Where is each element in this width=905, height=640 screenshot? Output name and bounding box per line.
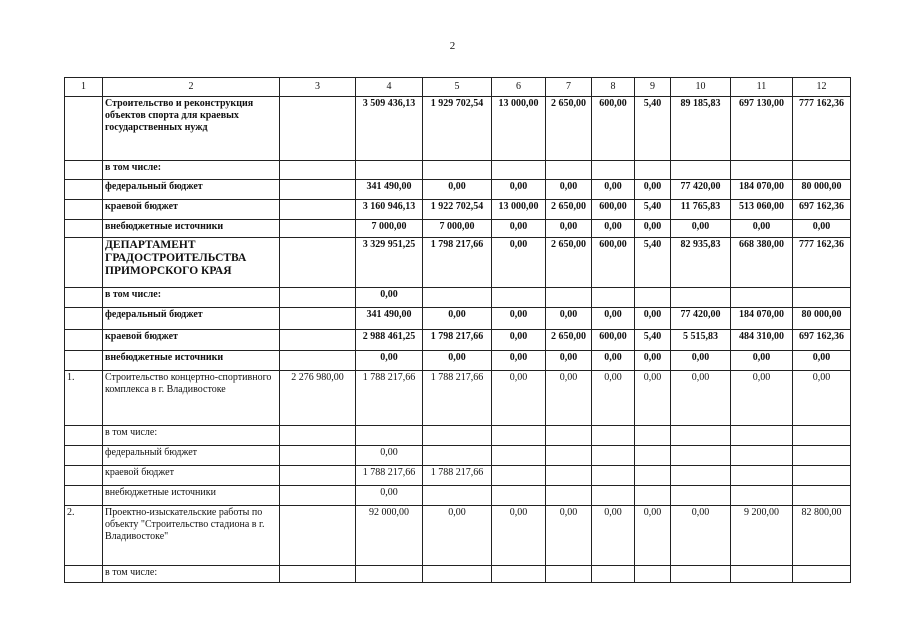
- cell-col-9: 0,00: [635, 180, 671, 200]
- cell-col-11: [731, 161, 793, 180]
- cell-col-5: 1 929 702,54: [423, 97, 492, 161]
- cell-col-11: 513 060,00: [731, 200, 793, 220]
- row-index: [65, 200, 103, 220]
- cell-col-4: 0,00: [356, 446, 423, 466]
- cell-col-11: [731, 486, 793, 506]
- cell-col-9: 0,00: [635, 308, 671, 330]
- cell-col-4: 3 329 951,25: [356, 238, 423, 288]
- row-index: [65, 220, 103, 238]
- cell-col-6: [492, 466, 546, 486]
- column-header-1: 1: [65, 78, 103, 97]
- cell-col-10: 77 420,00: [671, 180, 731, 200]
- cell-col-7: 0,00: [546, 351, 592, 371]
- cell-col-10: 0,00: [671, 506, 731, 566]
- cell-col-10: 0,00: [671, 371, 731, 426]
- cell-col-3: [280, 330, 356, 351]
- cell-col-8: 0,00: [592, 506, 635, 566]
- cell-col-8: [592, 161, 635, 180]
- column-header-6: 6: [492, 78, 546, 97]
- cell-col-6: 13 000,00: [492, 97, 546, 161]
- cell-col-10: 0,00: [671, 351, 731, 371]
- cell-col-4: 3 160 946,13: [356, 200, 423, 220]
- cell-col-12: 777 162,36: [793, 97, 851, 161]
- row-index: [65, 238, 103, 288]
- cell-col-7: [546, 446, 592, 466]
- cell-col-8: [592, 566, 635, 583]
- row-name: ДЕПАРТАМЕНТ ГРАДОСТРОИТЕЛЬСТВА ПРИМОРСКОГО КРАЯ: [103, 238, 280, 288]
- cell-col-3: [280, 351, 356, 371]
- cell-col-6: 0,00: [492, 371, 546, 426]
- cell-col-12: 82 800,00: [793, 506, 851, 566]
- column-header-2: 2: [103, 78, 280, 97]
- cell-col-9: [635, 486, 671, 506]
- row-index: 2.: [65, 506, 103, 566]
- cell-col-7: 0,00: [546, 220, 592, 238]
- cell-col-9: [635, 566, 671, 583]
- cell-col-3: [280, 180, 356, 200]
- cell-col-4: 1 788 217,66: [356, 466, 423, 486]
- table-row: [65, 308, 851, 330]
- cell-col-6: 0,00: [492, 330, 546, 351]
- cell-col-9: [635, 466, 671, 486]
- column-header-8: 8: [592, 78, 635, 97]
- cell-col-12: 0,00: [793, 351, 851, 371]
- cell-col-12: 777 162,36: [793, 238, 851, 288]
- cell-col-3: [280, 308, 356, 330]
- cell-col-9: 5,40: [635, 238, 671, 288]
- cell-col-11: [731, 446, 793, 466]
- column-header-7: 7: [546, 78, 592, 97]
- cell-col-3: [280, 97, 356, 161]
- row-index: [65, 161, 103, 180]
- row-index: [65, 351, 103, 371]
- cell-col-4: 92 000,00: [356, 506, 423, 566]
- budget-table: [64, 77, 851, 583]
- row-name: Проектно-изыскательские работы по объекту "Строительство стадиона в г. Владивостоке": [103, 506, 280, 566]
- cell-col-5: [423, 426, 492, 446]
- table-row: [65, 351, 851, 371]
- cell-col-9: [635, 288, 671, 308]
- table-row: [65, 566, 851, 583]
- cell-col-11: 484 310,00: [731, 330, 793, 351]
- cell-col-8: 600,00: [592, 97, 635, 161]
- cell-col-8: 0,00: [592, 308, 635, 330]
- cell-col-11: [731, 426, 793, 446]
- cell-col-10: 5 515,83: [671, 330, 731, 351]
- cell-col-4: [356, 566, 423, 583]
- cell-col-12: 697 162,36: [793, 330, 851, 351]
- cell-col-8: [592, 288, 635, 308]
- row-index: [65, 466, 103, 486]
- cell-col-11: [731, 288, 793, 308]
- column-header-10: 10: [671, 78, 731, 97]
- cell-col-3: [280, 200, 356, 220]
- cell-col-3: [280, 288, 356, 308]
- cell-col-3: [280, 220, 356, 238]
- cell-col-10: 89 185,83: [671, 97, 731, 161]
- cell-col-10: [671, 161, 731, 180]
- cell-col-11: 184 070,00: [731, 308, 793, 330]
- cell-col-8: [592, 486, 635, 506]
- cell-col-12: 697 162,36: [793, 200, 851, 220]
- row-name: Строительство концертно-спортивного комплекса в г. Владивостоке: [103, 371, 280, 426]
- cell-col-9: 0,00: [635, 506, 671, 566]
- table-row: [65, 426, 851, 446]
- cell-col-6: 0,00: [492, 180, 546, 200]
- cell-col-12: 0,00: [793, 220, 851, 238]
- cell-col-7: [546, 466, 592, 486]
- row-index: [65, 486, 103, 506]
- cell-col-10: [671, 566, 731, 583]
- cell-col-6: 0,00: [492, 220, 546, 238]
- cell-col-4: 341 490,00: [356, 308, 423, 330]
- cell-col-11: 0,00: [731, 220, 793, 238]
- cell-col-6: [492, 288, 546, 308]
- table-body: [65, 97, 851, 583]
- cell-col-12: 80 000,00: [793, 180, 851, 200]
- cell-col-9: 5,40: [635, 200, 671, 220]
- row-name: внебюджетные источники: [103, 220, 280, 238]
- cell-col-10: [671, 466, 731, 486]
- column-header-4: 4: [356, 78, 423, 97]
- cell-col-12: [793, 288, 851, 308]
- cell-col-8: [592, 426, 635, 446]
- row-index: [65, 308, 103, 330]
- cell-col-7: 2 650,00: [546, 238, 592, 288]
- cell-col-9: [635, 426, 671, 446]
- table-row: [65, 371, 851, 426]
- cell-col-12: [793, 161, 851, 180]
- cell-col-10: [671, 446, 731, 466]
- cell-col-10: 77 420,00: [671, 308, 731, 330]
- row-index: [65, 180, 103, 200]
- cell-col-8: [592, 446, 635, 466]
- cell-col-7: 0,00: [546, 308, 592, 330]
- cell-col-5: 0,00: [423, 351, 492, 371]
- cell-col-7: 0,00: [546, 180, 592, 200]
- cell-col-9: [635, 161, 671, 180]
- cell-col-4: 3 509 436,13: [356, 97, 423, 161]
- cell-col-3: [280, 506, 356, 566]
- table-row: [65, 506, 851, 566]
- cell-col-7: [546, 161, 592, 180]
- cell-col-8: 0,00: [592, 371, 635, 426]
- cell-col-3: [280, 466, 356, 486]
- table-row: [65, 161, 851, 180]
- table-row: [65, 288, 851, 308]
- cell-col-7: 2 650,00: [546, 200, 592, 220]
- column-header-11: 11: [731, 78, 793, 97]
- cell-col-5: [423, 161, 492, 180]
- cell-col-12: [793, 426, 851, 446]
- header-row: [65, 78, 851, 97]
- cell-col-6: [492, 486, 546, 506]
- column-header-12: 12: [793, 78, 851, 97]
- cell-col-5: 1 798 217,66: [423, 238, 492, 288]
- table-row: [65, 486, 851, 506]
- cell-col-4: 0,00: [356, 486, 423, 506]
- cell-col-9: 5,40: [635, 97, 671, 161]
- cell-col-12: [793, 566, 851, 583]
- cell-col-6: 0,00: [492, 238, 546, 288]
- cell-col-11: 0,00: [731, 351, 793, 371]
- cell-col-3: [280, 426, 356, 446]
- cell-col-8: [592, 466, 635, 486]
- column-header-9: 9: [635, 78, 671, 97]
- cell-col-10: 82 935,83: [671, 238, 731, 288]
- cell-col-5: 1 798 217,66: [423, 330, 492, 351]
- cell-col-4: 1 788 217,66: [356, 371, 423, 426]
- row-name: Строительство и реконструкция объектов спорта для краевых государственных нужд: [103, 97, 280, 161]
- cell-col-4: 7 000,00: [356, 220, 423, 238]
- column-header-3: 3: [280, 78, 356, 97]
- page-number: 2: [449, 40, 456, 52]
- cell-col-12: 80 000,00: [793, 308, 851, 330]
- cell-col-8: 0,00: [592, 351, 635, 371]
- cell-col-3: [280, 238, 356, 288]
- cell-col-11: 9 200,00: [731, 506, 793, 566]
- row-name: в том числе:: [103, 426, 280, 446]
- cell-col-4: 341 490,00: [356, 180, 423, 200]
- cell-col-11: 184 070,00: [731, 180, 793, 200]
- cell-col-11: 0,00: [731, 371, 793, 426]
- table-row: [65, 180, 851, 200]
- cell-col-7: [546, 426, 592, 446]
- cell-col-6: [492, 161, 546, 180]
- row-name: федеральный бюджет: [103, 446, 280, 466]
- table-row: [65, 220, 851, 238]
- cell-col-6: 0,00: [492, 308, 546, 330]
- cell-col-11: 697 130,00: [731, 97, 793, 161]
- cell-col-10: [671, 288, 731, 308]
- cell-col-3: [280, 486, 356, 506]
- table-row: [65, 200, 851, 220]
- row-name: внебюджетные источники: [103, 351, 280, 371]
- cell-col-6: 13 000,00: [492, 200, 546, 220]
- cell-col-9: 5,40: [635, 330, 671, 351]
- table-row: [65, 238, 851, 288]
- cell-col-3: [280, 566, 356, 583]
- cell-col-6: 0,00: [492, 506, 546, 566]
- cell-col-10: [671, 426, 731, 446]
- row-name: федеральный бюджет: [103, 308, 280, 330]
- cell-col-9: 0,00: [635, 351, 671, 371]
- table-row: [65, 330, 851, 351]
- cell-col-3: [280, 446, 356, 466]
- cell-col-11: [731, 466, 793, 486]
- cell-col-4: [356, 426, 423, 446]
- row-index: 1.: [65, 371, 103, 426]
- cell-col-9: 0,00: [635, 220, 671, 238]
- cell-col-12: [793, 486, 851, 506]
- cell-col-4: 0,00: [356, 351, 423, 371]
- cell-col-9: 0,00: [635, 371, 671, 426]
- cell-col-7: [546, 486, 592, 506]
- cell-col-3: [280, 161, 356, 180]
- cell-col-11: [731, 566, 793, 583]
- row-name: краевой бюджет: [103, 330, 280, 351]
- cell-col-10: [671, 486, 731, 506]
- cell-col-7: [546, 566, 592, 583]
- row-index: [65, 446, 103, 466]
- cell-col-4: [356, 161, 423, 180]
- cell-col-5: [423, 486, 492, 506]
- cell-col-7: 2 650,00: [546, 97, 592, 161]
- table-row: [65, 446, 851, 466]
- row-name: краевой бюджет: [103, 466, 280, 486]
- cell-col-8: 600,00: [592, 330, 635, 351]
- cell-col-10: 0,00: [671, 220, 731, 238]
- row-name: краевой бюджет: [103, 200, 280, 220]
- cell-col-7: 0,00: [546, 371, 592, 426]
- cell-col-8: 600,00: [592, 200, 635, 220]
- table-row: [65, 466, 851, 486]
- cell-col-5: [423, 446, 492, 466]
- cell-col-7: 0,00: [546, 506, 592, 566]
- cell-col-3: 2 276 980,00: [280, 371, 356, 426]
- cell-col-12: [793, 466, 851, 486]
- cell-col-5: 1 788 217,66: [423, 371, 492, 426]
- cell-col-6: 0,00: [492, 351, 546, 371]
- cell-col-8: 0,00: [592, 180, 635, 200]
- row-name: федеральный бюджет: [103, 180, 280, 200]
- cell-col-6: [492, 426, 546, 446]
- table-row: [65, 97, 851, 161]
- cell-col-5: 1 922 702,54: [423, 200, 492, 220]
- row-name: внебюджетные источники: [103, 486, 280, 506]
- cell-col-8: 0,00: [592, 220, 635, 238]
- cell-col-5: 1 788 217,66: [423, 466, 492, 486]
- cell-col-6: [492, 566, 546, 583]
- row-name: в том числе:: [103, 161, 280, 180]
- cell-col-12: 0,00: [793, 371, 851, 426]
- cell-col-5: [423, 566, 492, 583]
- cell-col-5: 0,00: [423, 180, 492, 200]
- cell-col-7: 2 650,00: [546, 330, 592, 351]
- cell-col-12: [793, 446, 851, 466]
- row-name: в том числе:: [103, 288, 280, 308]
- column-header-5: 5: [423, 78, 492, 97]
- cell-col-7: [546, 288, 592, 308]
- cell-col-11: 668 380,00: [731, 238, 793, 288]
- cell-col-9: [635, 446, 671, 466]
- row-index: [65, 97, 103, 161]
- cell-col-5: [423, 288, 492, 308]
- row-index: [65, 426, 103, 446]
- cell-col-5: 0,00: [423, 506, 492, 566]
- cell-col-6: [492, 446, 546, 466]
- cell-col-4: 2 988 461,25: [356, 330, 423, 351]
- cell-col-8: 600,00: [592, 238, 635, 288]
- cell-col-5: 0,00: [423, 308, 492, 330]
- row-index: [65, 288, 103, 308]
- row-name: в том числе:: [103, 566, 280, 583]
- row-index: [65, 566, 103, 583]
- cell-col-5: 7 000,00: [423, 220, 492, 238]
- cell-col-4: 0,00: [356, 288, 423, 308]
- cell-col-10: 11 765,83: [671, 200, 731, 220]
- row-index: [65, 330, 103, 351]
